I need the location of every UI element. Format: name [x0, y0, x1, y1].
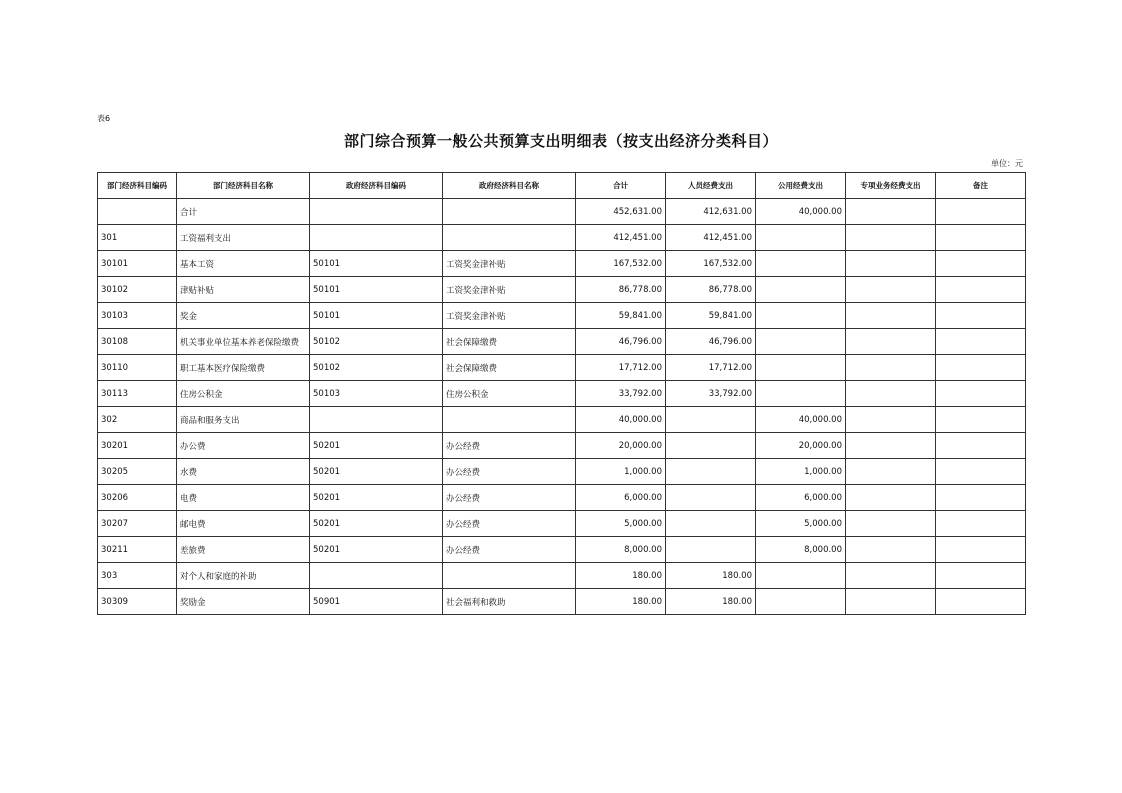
dept-name-cell: 办公费 — [177, 433, 310, 459]
dept-code-cell: 30207 — [98, 511, 177, 537]
table-row — [98, 225, 1026, 251]
personnel-cell: 412,451.00 — [666, 225, 756, 251]
special-cell — [846, 433, 936, 459]
table-number: 表6 — [97, 114, 111, 123]
public-cell — [756, 225, 846, 251]
dept-code-cell: 303 — [98, 563, 177, 589]
remark-cell — [936, 251, 1026, 277]
dept-code-cell: 301 — [98, 225, 177, 251]
remark-cell — [936, 225, 1026, 251]
gov-code-cell: 50201 — [310, 537, 443, 563]
table-row — [98, 433, 1026, 459]
total-cell: 6,000.00 — [576, 485, 666, 511]
gov-code-cell: 50102 — [310, 329, 443, 355]
remark-cell — [936, 537, 1026, 563]
col-header-gov-code: 政府经济科目编码 — [310, 173, 443, 199]
remark-cell — [936, 563, 1026, 589]
personnel-cell: 412,631.00 — [666, 199, 756, 225]
gov-code-cell: 50101 — [310, 277, 443, 303]
table-row — [98, 563, 1026, 589]
special-cell — [846, 355, 936, 381]
dept-code-cell: 30201 — [98, 433, 177, 459]
dept-name-cell: 水费 — [177, 459, 310, 485]
total-cell: 1,000.00 — [576, 459, 666, 485]
dept-name-cell: 津贴补贴 — [177, 277, 310, 303]
budget-table — [97, 172, 1026, 615]
public-cell — [756, 277, 846, 303]
remark-cell — [936, 511, 1026, 537]
col-header-remark: 备注 — [936, 173, 1026, 199]
gov-code-cell — [310, 225, 443, 251]
public-cell — [756, 329, 846, 355]
special-cell — [846, 303, 936, 329]
public-cell — [756, 563, 846, 589]
table-body — [98, 199, 1026, 615]
dept-name-cell: 机关事业单位基本养老保险缴费 — [177, 329, 310, 355]
gov-code-cell: 50101 — [310, 251, 443, 277]
table-row — [98, 537, 1026, 563]
total-cell: 40,000.00 — [576, 407, 666, 433]
gov-name-cell: 住房公积金 — [443, 381, 576, 407]
dept-name-cell: 合计 — [177, 199, 310, 225]
public-cell: 5,000.00 — [756, 511, 846, 537]
dept-code-cell: 30102 — [98, 277, 177, 303]
col-header-personnel: 人员经费支出 — [666, 173, 756, 199]
table-row — [98, 589, 1026, 615]
public-cell: 20,000.00 — [756, 433, 846, 459]
special-cell — [846, 225, 936, 251]
col-header-dept-code: 部门经济科目编码 — [98, 173, 177, 199]
total-cell: 180.00 — [576, 563, 666, 589]
total-cell: 20,000.00 — [576, 433, 666, 459]
gov-code-cell: 50103 — [310, 381, 443, 407]
gov-code-cell: 50201 — [310, 459, 443, 485]
table-row — [98, 485, 1026, 511]
total-cell: 33,792.00 — [576, 381, 666, 407]
dept-code-cell: 30101 — [98, 251, 177, 277]
gov-name-cell — [443, 563, 576, 589]
personnel-cell — [666, 537, 756, 563]
gov-name-cell: 社会保障缴费 — [443, 329, 576, 355]
dept-code-cell: 30309 — [98, 589, 177, 615]
remark-cell — [936, 433, 1026, 459]
gov-name-cell — [443, 407, 576, 433]
total-cell: 412,451.00 — [576, 225, 666, 251]
personnel-cell — [666, 433, 756, 459]
public-cell — [756, 355, 846, 381]
dept-code-cell: 30211 — [98, 537, 177, 563]
gov-name-cell: 工资奖金津补贴 — [443, 277, 576, 303]
gov-name-cell — [443, 199, 576, 225]
dept-code-cell — [98, 199, 177, 225]
table-row — [98, 277, 1026, 303]
gov-name-cell: 工资奖金津补贴 — [443, 303, 576, 329]
special-cell — [846, 537, 936, 563]
gov-name-cell: 办公经费 — [443, 537, 576, 563]
table-row — [98, 303, 1026, 329]
dept-name-cell: 邮电费 — [177, 511, 310, 537]
table-row — [98, 407, 1026, 433]
special-cell — [846, 277, 936, 303]
personnel-cell: 46,796.00 — [666, 329, 756, 355]
total-cell: 46,796.00 — [576, 329, 666, 355]
personnel-cell: 33,792.00 — [666, 381, 756, 407]
gov-code-cell: 50201 — [310, 433, 443, 459]
remark-cell — [936, 277, 1026, 303]
dept-code-cell: 30205 — [98, 459, 177, 485]
dept-code-cell: 30206 — [98, 485, 177, 511]
col-header-gov-name: 政府经济科目名称 — [443, 173, 576, 199]
total-cell: 86,778.00 — [576, 277, 666, 303]
public-cell: 40,000.00 — [756, 407, 846, 433]
gov-name-cell: 办公经费 — [443, 459, 576, 485]
dept-name-cell: 奖励金 — [177, 589, 310, 615]
dept-code-cell: 30108 — [98, 329, 177, 355]
special-cell — [846, 199, 936, 225]
public-cell — [756, 251, 846, 277]
col-header-dept-name: 部门经济科目名称 — [177, 173, 310, 199]
dept-name-cell: 差旅费 — [177, 537, 310, 563]
total-cell: 180.00 — [576, 589, 666, 615]
table-row — [98, 381, 1026, 407]
special-cell — [846, 511, 936, 537]
gov-code-cell: 50102 — [310, 355, 443, 381]
special-cell — [846, 407, 936, 433]
personnel-cell — [666, 407, 756, 433]
dept-code-cell: 302 — [98, 407, 177, 433]
total-cell: 452,631.00 — [576, 199, 666, 225]
gov-name-cell: 办公经费 — [443, 511, 576, 537]
remark-cell — [936, 589, 1026, 615]
gov-code-cell — [310, 563, 443, 589]
table-row — [98, 459, 1026, 485]
dept-name-cell: 基本工资 — [177, 251, 310, 277]
special-cell — [846, 459, 936, 485]
dept-name-cell: 奖金 — [177, 303, 310, 329]
special-cell — [846, 251, 936, 277]
personnel-cell: 180.00 — [666, 589, 756, 615]
personnel-cell — [666, 485, 756, 511]
table-row — [98, 199, 1026, 225]
special-cell — [846, 329, 936, 355]
dept-name-cell: 工资福利支出 — [177, 225, 310, 251]
dept-name-cell: 商品和服务支出 — [177, 407, 310, 433]
special-cell — [846, 485, 936, 511]
gov-name-cell: 工资奖金津补贴 — [443, 251, 576, 277]
table-row — [98, 251, 1026, 277]
public-cell: 1,000.00 — [756, 459, 846, 485]
remark-cell — [936, 459, 1026, 485]
total-cell: 8,000.00 — [576, 537, 666, 563]
gov-name-cell: 办公经费 — [443, 485, 576, 511]
table-row — [98, 355, 1026, 381]
public-cell: 8,000.00 — [756, 537, 846, 563]
dept-code-cell: 30110 — [98, 355, 177, 381]
remark-cell — [936, 355, 1026, 381]
personnel-cell: 17,712.00 — [666, 355, 756, 381]
page-title: 部门综合预算一般公共预算支出明细表（按支出经济分类科目） — [343, 132, 778, 150]
table-row — [98, 329, 1026, 355]
total-cell: 17,712.00 — [576, 355, 666, 381]
special-cell — [846, 381, 936, 407]
col-header-public: 公用经费支出 — [756, 173, 846, 199]
dept-code-cell: 30103 — [98, 303, 177, 329]
total-cell: 167,532.00 — [576, 251, 666, 277]
personnel-cell: 180.00 — [666, 563, 756, 589]
col-header-total: 合计 — [576, 173, 666, 199]
gov-code-cell: 50901 — [310, 589, 443, 615]
dept-name-cell: 职工基本医疗保险缴费 — [177, 355, 310, 381]
personnel-cell: 86,778.00 — [666, 277, 756, 303]
gov-code-cell: 50101 — [310, 303, 443, 329]
dept-name-cell: 电费 — [177, 485, 310, 511]
gov-name-cell: 办公经费 — [443, 433, 576, 459]
personnel-cell — [666, 511, 756, 537]
remark-cell — [936, 199, 1026, 225]
dept-name-cell: 住房公积金 — [177, 381, 310, 407]
gov-name-cell: 社会保障缴费 — [443, 355, 576, 381]
gov-code-cell — [310, 199, 443, 225]
remark-cell — [936, 329, 1026, 355]
dept-name-cell: 对个人和家庭的补助 — [177, 563, 310, 589]
public-cell: 40,000.00 — [756, 199, 846, 225]
personnel-cell: 59,841.00 — [666, 303, 756, 329]
gov-code-cell: 50201 — [310, 485, 443, 511]
public-cell — [756, 381, 846, 407]
remark-cell — [936, 485, 1026, 511]
remark-cell — [936, 303, 1026, 329]
total-cell: 59,841.00 — [576, 303, 666, 329]
gov-code-cell: 50201 — [310, 511, 443, 537]
table-header-row — [98, 173, 1026, 199]
personnel-cell — [666, 459, 756, 485]
gov-code-cell — [310, 407, 443, 433]
public-cell — [756, 589, 846, 615]
gov-name-cell — [443, 225, 576, 251]
total-cell: 5,000.00 — [576, 511, 666, 537]
dept-code-cell: 30113 — [98, 381, 177, 407]
col-header-special: 专项业务经费支出 — [846, 173, 936, 199]
personnel-cell: 167,532.00 — [666, 251, 756, 277]
public-cell: 6,000.00 — [756, 485, 846, 511]
special-cell — [846, 563, 936, 589]
gov-name-cell: 社会福利和救助 — [443, 589, 576, 615]
remark-cell — [936, 381, 1026, 407]
special-cell — [846, 589, 936, 615]
public-cell — [756, 303, 846, 329]
remark-cell — [936, 407, 1026, 433]
table-row — [98, 511, 1026, 537]
unit-label: 单位：元 — [991, 159, 1023, 168]
